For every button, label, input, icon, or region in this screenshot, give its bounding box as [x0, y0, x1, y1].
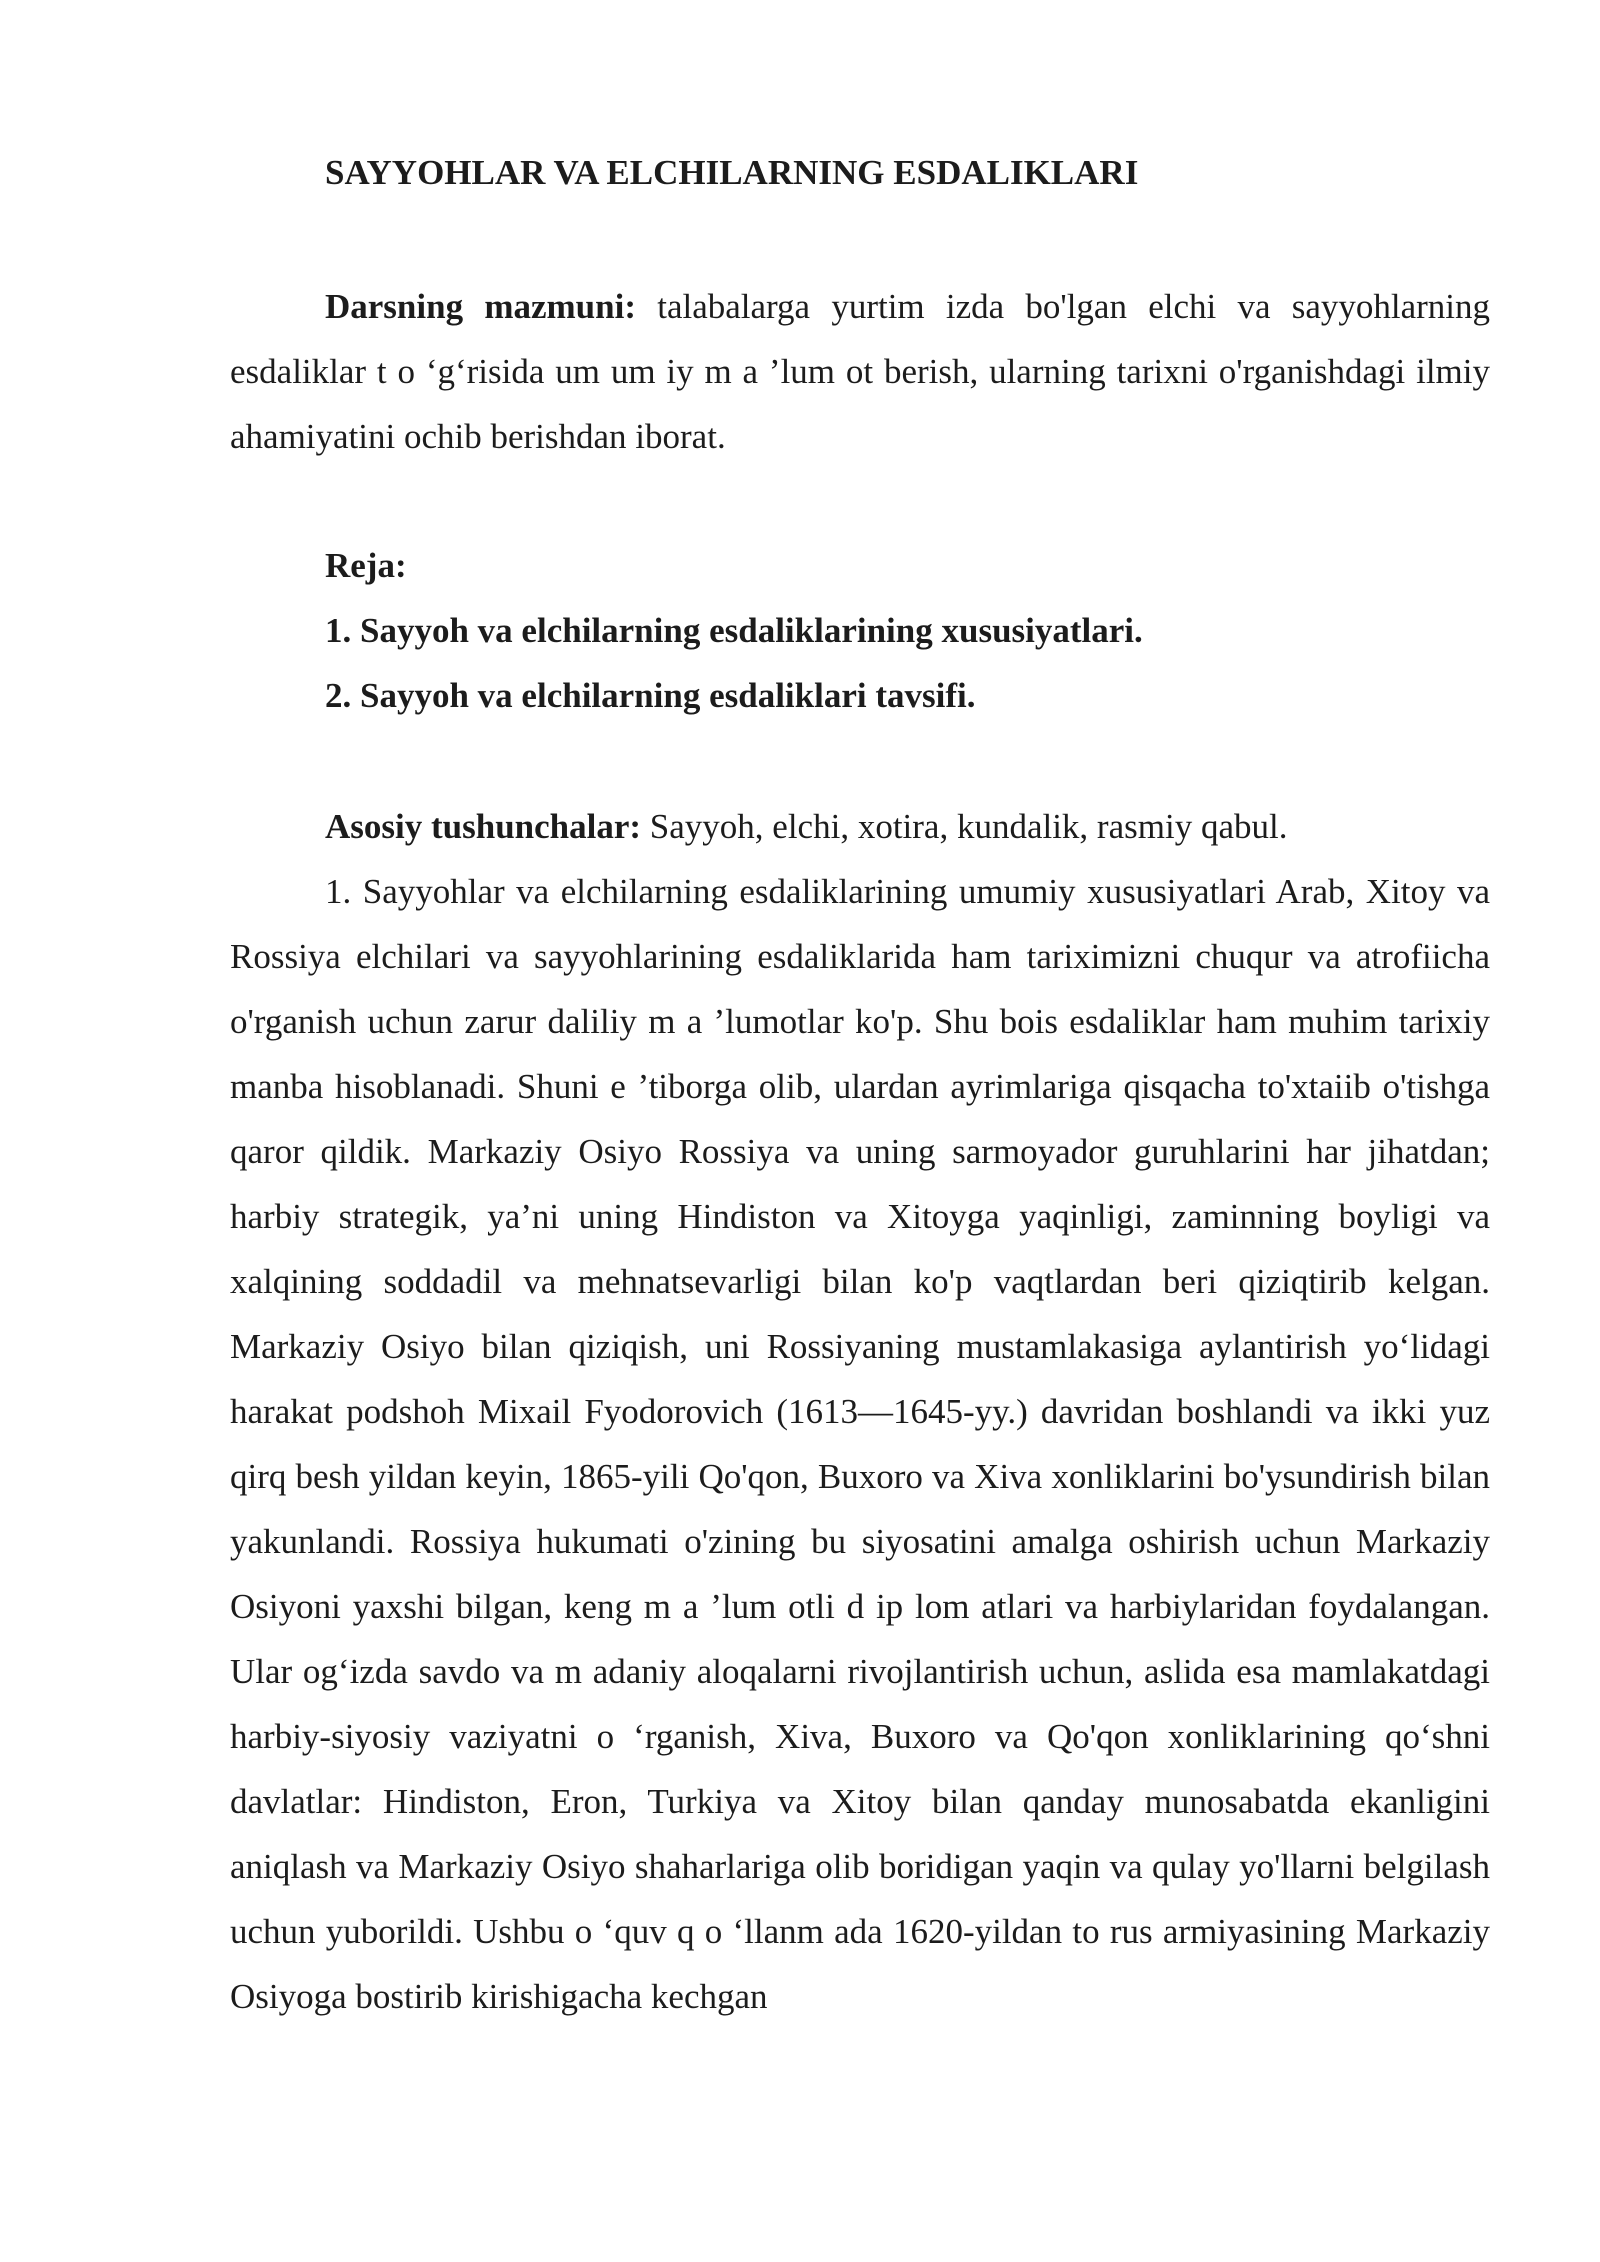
document-title: SAYYOHLAR VA ELCHILARNING ESDALIKLARI — [325, 153, 1139, 192]
plan-item: 2. Sayyoh va elchilarning esdaliklari tavsifi. — [325, 676, 976, 715]
lesson-content-label: Darsning mazmuni: — [325, 287, 636, 326]
key-concepts-paragraph — [230, 794, 1490, 859]
plan-label: Reja: — [325, 546, 407, 585]
plan-item: 1. Sayyoh va elchilarning esdaliklarining xususiyatlari. — [325, 611, 1143, 650]
lesson-content-paragraph — [230, 274, 1490, 469]
lesson-content-text: talabalarga yurtim izda bo'lgan elchi va sayyohlarning esdaliklar t o ‘g‘risida um um iy m a ’lum ot berish, ularning tarixni o'rganishdagi ilmiy ahamiyatini ochib berishdan iborat. — [230, 287, 1490, 456]
body-paragraph: 1. Sayyohlar va elchilarning esdaliklarining umumiy xususiyatlari Arab, Xitoy va Rossiya elchilari va sayyohlarining esdaliklarida ham tariximizni chuqur va atrofiicha o'rganish uchun zarur daliliy m a ’lumotlar ko'p. Shu bois esdaliklar ham muhim tarixiy manba hisoblanadi. Shuni e ’tiborga olib, ulardan ayrimlariga qisqacha to'xtaiib o'tishga qaror qildik. Markaziy Osiyo Rossiya va uning sarmoyador guruhlarini har jihatdan; harbiy strategik, ya’ni uning Hindiston va Xitoyga yaqinligi, zaminning boyligi va xalqining soddadil va mehnatsevarligi bilan ko'p vaqtlardan beri qiziqtirib kelgan. Markaziy Osiyo bilan qiziqish, uni Rossiyaning mustamlakasiga aylantirish yo‘lidagi harakat podshoh Mixail Fyodorovich (1613—1645-yy.) davridan boshlandi va ikki yuz qirq besh yildan keyin, 1865-yili Qo'qon, Buxoro va Xiva xonliklarini bo'ysundirish bilan yakunlandi. Rossiya hukumati o'zining bu siyosatini amalga oshirish uchun Markaziy Osiyoni yaxshi bilgan, keng m a ’lum otli d ip lom atlari va harbiylaridan foydalangan. Ular og‘izda savdo va m adaniy aloqalarni rivojlantirish uchun, aslida esa mamlakatdagi harbiy-siyosiy vaziyatni o ‘rganish, Xiva, Buxoro va Qo'qon xonliklarining qo‘shni davlatlar: Hindiston, Eron, Turkiya va Xitoy bilan qanday munosabatda ekanligini aniqlash va Markaziy Osiyo shaharlariga olib boridigan yaqin va qulay yo'llarni belgilash uchun yuborildi. Ushbu o ‘quv q o ‘llanm ada 1620-yildan to rus armiyasining Markaziy Osiyoga bostirib kirishigacha kechgan — [230, 872, 1490, 2016]
key-concepts-label: Asosiy tushunchalar: — [325, 807, 642, 846]
plan-section — [325, 533, 1143, 728]
key-concepts-text: Sayyoh, elchi, xotira, kundalik, rasmiy qabul. — [641, 807, 1288, 846]
